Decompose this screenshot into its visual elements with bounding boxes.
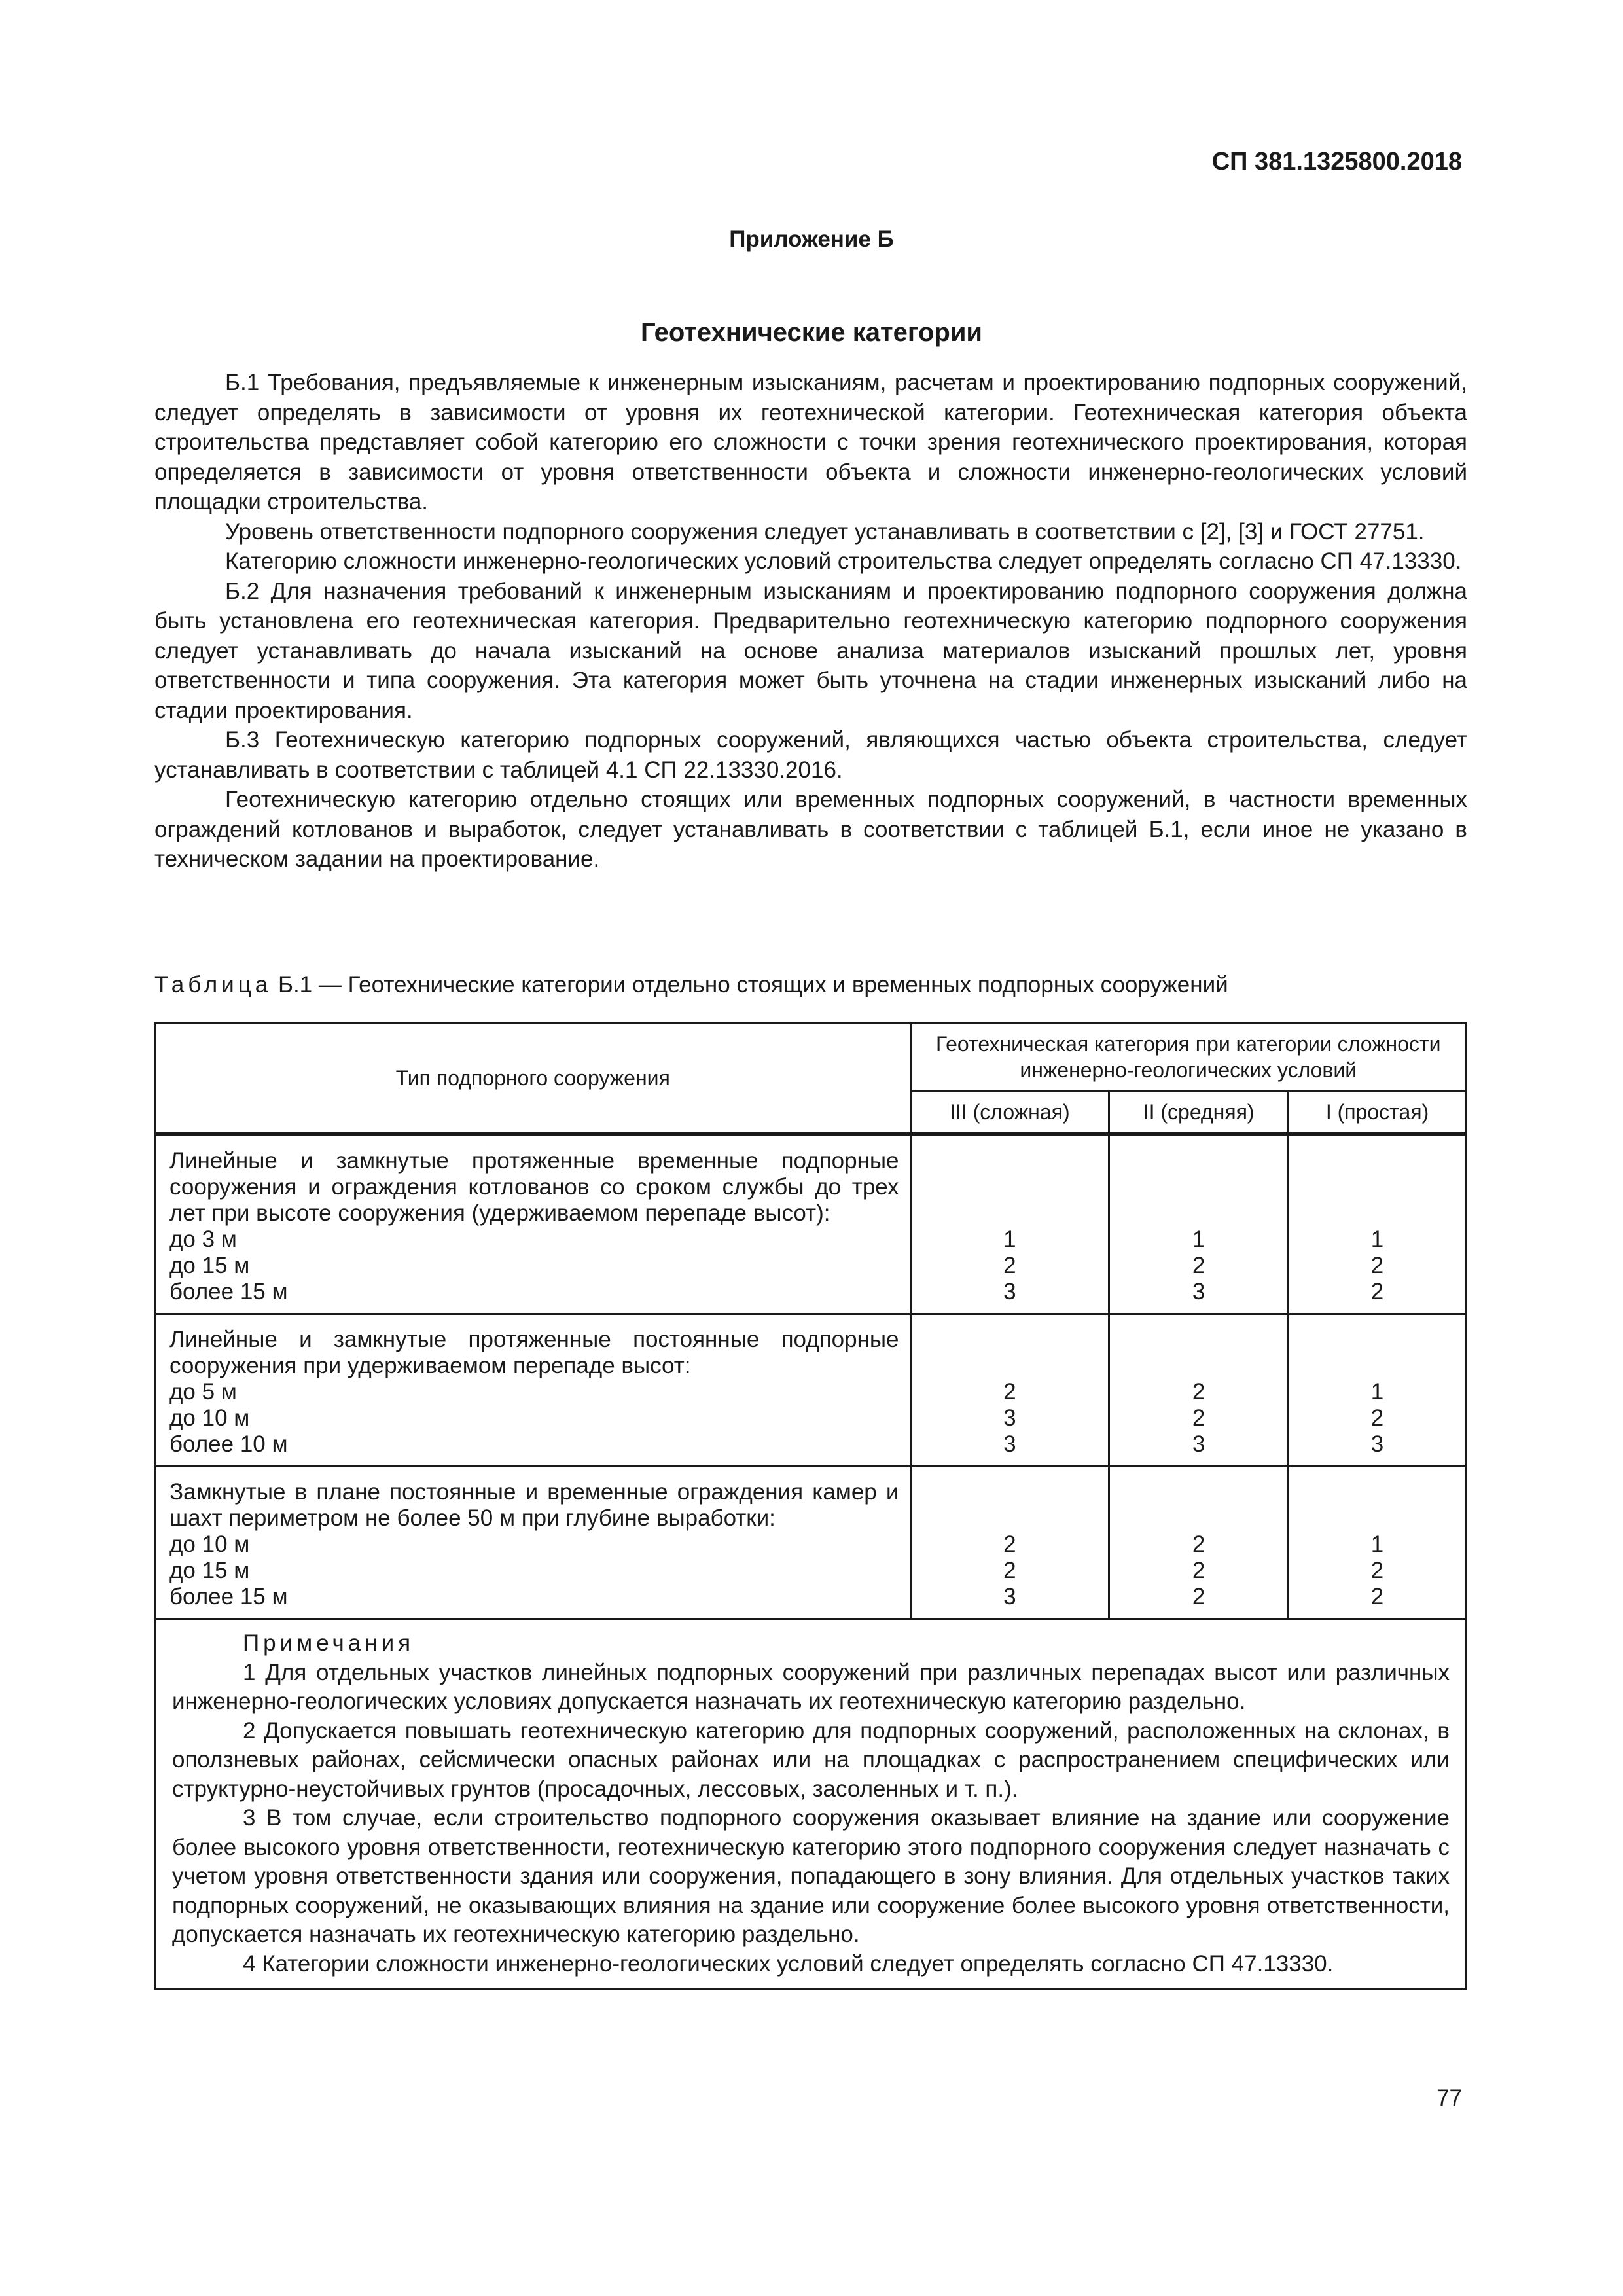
section-title: Геотехнические категории [640, 318, 983, 347]
value: 1 [1370, 1532, 1384, 1557]
value: 2 [1370, 1584, 1384, 1609]
row-item: более 15 м [169, 1584, 288, 1609]
value: 3 [1192, 1431, 1205, 1457]
header-complex: III (сложная) [910, 1091, 1109, 1135]
table-caption-label: Таблица [154, 972, 272, 997]
row-description-cell [156, 1467, 911, 1619]
value: 3 [1192, 1279, 1205, 1304]
value: 2 [1370, 1279, 1384, 1304]
value: 1 [1192, 1227, 1205, 1252]
value-cell-medium [1109, 1467, 1289, 1619]
page-number: 77 [1436, 2085, 1462, 2111]
notes-row [156, 1619, 1467, 1989]
value: 3 [1003, 1405, 1016, 1431]
paragraph-b1: Б.1 Требования, предъявляемые к инженерным изысканиям, расчетам и проектированию подпорных сооружений, следует определять в зависимости от уровня их геотехнической категории. Геотехническая категория объекта строительства представляет собой категорию его сложности с точки зрения геотехнического проектирования, которая определяется в зависимости от уровня ответственности объекта и сложности инженерно-геологических условий площадки строительства. [154, 370, 1467, 514]
notes-title: Примечания [243, 1630, 415, 1656]
value: 1 [1003, 1227, 1016, 1252]
table-row [156, 1134, 1467, 1314]
body-text [154, 368, 1467, 874]
table-row [156, 1467, 1467, 1619]
header-medium: II (средняя) [1109, 1091, 1289, 1135]
row-item: более 15 м [169, 1279, 288, 1304]
row-description: Линейные и замкнутые протяженные постоянные подпорные сооружения при удерживаемом перепаде высот: [169, 1327, 899, 1378]
document-code: СП 381.1325800.2018 [1211, 148, 1462, 175]
value: 2 [1370, 1253, 1384, 1278]
value-cell-medium [1109, 1134, 1289, 1314]
row-description: Замкнутые в плане постоянные и временные ограждения камер и шахт периметром не более 50 м при глубине выработки: [169, 1479, 899, 1531]
row-item: более 10 м [169, 1431, 288, 1457]
value: 2 [1192, 1532, 1205, 1557]
value: 2 [1003, 1379, 1016, 1405]
value: 2 [1192, 1379, 1205, 1405]
paragraph-standalone: Геотехническую категорию отдельно стоящих или временных подпорных сооружений, в частности временных ограждений котлованов и выработок, следует устанавливать в соответствии с таблицей Б.1, если иное не указано в техническом задании на проектирование. [154, 787, 1467, 872]
value: 2 [1192, 1558, 1205, 1583]
value: 2 [1192, 1405, 1205, 1431]
value: 2 [1003, 1558, 1016, 1583]
row-item: до 15 м [169, 1558, 250, 1583]
note-item: 3 В том случае, если строительство подпорного сооружения оказывает влияние на здание или сооружение более высокого уровня ответственности, геотехническую категорию этого подпорного сооружения следует назначать с учетом уровня ответственности здания или сооружения, попадающего в зону влияния. Для отдельных участков таких подпорных сооружений, не оказывающих влияния на здание или сооружение более высокого уровня ответственности, допускается назначать их геотехническую категорию раздельно. [172, 1805, 1450, 1947]
geotechnical-categories-table [154, 1022, 1467, 1990]
value-cell-medium [1109, 1314, 1289, 1467]
value: 3 [1370, 1431, 1384, 1457]
value-cell-complex [910, 1467, 1109, 1619]
row-item: до 3 м [169, 1227, 237, 1252]
paragraph-b2: Б.2 Для назначения требований к инженерным изысканиям и проектированию подпорного сооружения должна быть установлена его геотехническая категория. Предварительно геотехническую категорию подпорного сооружения следует устанавливать до начала изысканий на основе анализа материалов изысканий прошлых лет, уровня ответственности и типа сооружения. Эта категория может быть уточнена на стадии инженерных изысканий либо на стадии проектирования. [154, 578, 1467, 723]
paragraph-complexity: Категорию сложности инженерно-геологических условий строительства следует определять согласно СП 47.13330. [225, 548, 1462, 574]
appendix-title: Приложение Б [729, 226, 894, 252]
value: 2 [1192, 1584, 1205, 1609]
value: 3 [1003, 1279, 1016, 1304]
note-item: 1 Для отдельных участков линейных подпорных сооружений при различных перепадах высот или различных инженерно-геологических условиях допускается назначать их геотехническую категорию раздельно. [172, 1659, 1450, 1714]
paragraph-b3: Б.3 Геотехническую категорию подпорных сооружений, являющихся частью объекта строительства, следует устанавливать в соответствии с таблицей 4.1 СП 22.13330.2016. [154, 727, 1467, 783]
value: 1 [1370, 1379, 1384, 1405]
value: 3 [1003, 1431, 1016, 1457]
row-description-cell [156, 1314, 911, 1467]
value: 2 [1192, 1253, 1205, 1278]
value: 1 [1370, 1227, 1384, 1252]
header-structure-type: Тип подпорного сооружения [156, 1024, 911, 1135]
paragraph-responsibility: Уровень ответственности подпорного сооружения следует устанавливать в соответствии с [2], [3] и ГОСТ 27751. [225, 518, 1425, 545]
value: 2 [1003, 1253, 1016, 1278]
value: 2 [1370, 1558, 1384, 1583]
note-item: 4 Категории сложности инженерно-геологических условий следует определять согласно СП 47.13330. [243, 1950, 1334, 1977]
row-description-cell [156, 1134, 911, 1314]
header-category-group: Геотехническая категория при категории сложности инженерно-геологических условий [910, 1024, 1467, 1091]
value-cell-complex [910, 1134, 1109, 1314]
value-cell-simple [1289, 1314, 1467, 1467]
table-caption-text: Б.1 — Геотехнические категории отдельно стоящих и временных подпорных сооружений [277, 972, 1228, 997]
value: 2 [1003, 1532, 1016, 1557]
table-row [156, 1314, 1467, 1467]
value-cell-complex [910, 1314, 1109, 1467]
row-item: до 5 м [169, 1379, 237, 1405]
row-item: до 15 м [169, 1253, 250, 1278]
table-header-row [156, 1024, 1467, 1091]
notes-cell [156, 1619, 1467, 1989]
note-item: 2 Допускается повышать геотехническую категорию для подпорных сооружений, расположенных на склонах, в оползневых районах, сейсмически опасных районах или на площадках с распространением специфических или структурно-неустойчивых грунтов (просадочных, лессовых, засоленных и т. п.). [172, 1717, 1450, 1802]
value: 3 [1003, 1584, 1016, 1609]
value: 2 [1370, 1405, 1384, 1431]
table-caption [154, 970, 1467, 999]
value-cell-simple [1289, 1467, 1467, 1619]
value-cell-simple [1289, 1134, 1467, 1314]
row-item: до 10 м [169, 1405, 250, 1431]
header-simple: I (простая) [1289, 1091, 1467, 1135]
row-description: Линейные и замкнутые протяженные временные подпорные сооружения и ограждения котлованов со сроком службы до трех лет при высоте сооружения (удерживаемом перепаде высот): [169, 1148, 899, 1226]
row-item: до 10 м [169, 1532, 250, 1557]
